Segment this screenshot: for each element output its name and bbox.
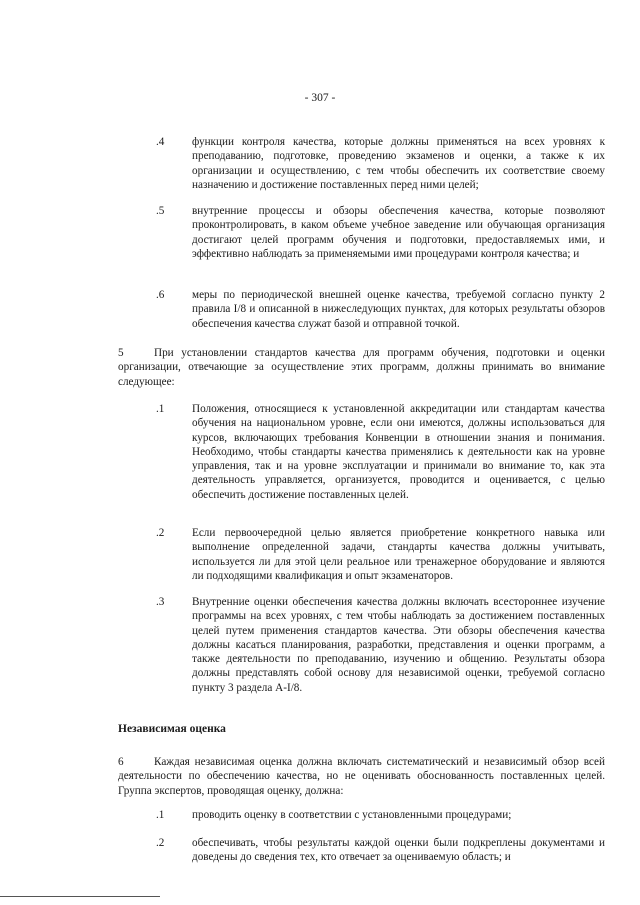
footnote-separator: [0, 896, 160, 897]
item-text: проводить оценку в соответствии с установленными процедурами;: [192, 809, 512, 821]
item-text: Внутренние оценки обеспечения качества должны включать всестороннее изучение программы на всех уровнях, с тем чтобы наблюдать за достижением поставленных целей путем применения стандартов качества. Эти обзоры обеспечения качества должны касаться планирования, разработки, представления и оценки программ, а также деятельности по преподаванию, изучению и общению. Результаты обзора должны представлять собой основу для независимой оценки, требуемой согласно пункту 3 раздела A-I/8.: [192, 596, 605, 694]
paragraph-number: 5: [118, 347, 124, 359]
list-item: [156, 135, 605, 192]
list-item: [156, 288, 605, 331]
item-number: .5: [156, 205, 165, 217]
item-number: .2: [156, 837, 165, 849]
list-item: [156, 808, 605, 822]
item-text: меры по периодической внешней оценке качества, требуемой согласно пункту 2 правила I/8 и описанной в нижеследующих пунктах, для которых результаты обзоров обеспечения качества служат базой и отправной точкой.: [192, 289, 605, 330]
item-text: функции контроля качества, которые должны применяться на всех уровнях к преподаванию, подготовке, проведению экзаменов и оценки, а также к их организации и осуществлению, с тем чтобы обеспечить их соответствие своему назначению и достижение поставленных перед ними целей;: [192, 136, 605, 191]
list-item: [156, 402, 605, 502]
page-number: - 307 -: [304, 92, 336, 104]
item-number: .1: [156, 403, 165, 415]
item-number: .2: [156, 527, 165, 539]
list-item: [156, 595, 605, 695]
item-number: .4: [156, 136, 165, 148]
list-item: [156, 526, 605, 583]
paragraph-text: Каждая независимая оценка должна включать систематический и независимый обзор всей деятельности по обеспечению качества, но не оценивать обоснованность поставленных целей. Группа экспертов, проводящая оценку, должна:: [118, 756, 605, 797]
paragraph-6: [118, 755, 605, 798]
paragraph-number: 6: [118, 756, 124, 768]
item-text: обеспечивать, чтобы результаты каждой оценки были подкреплены документами и доведены до сведения тех, кто отвечает за оцениваемую область; и: [192, 837, 605, 864]
paragraph-5: [118, 346, 605, 389]
item-number: .3: [156, 596, 165, 608]
item-text: Если первоочередной целью является приобретение конкретного навыка или выполнение определенной задачи, стандарты качества должны учитывать, используется ли для этой цели реальное или тренажерное оборудование и являются ли подходящими квалификация и опыт экзаменаторов.: [192, 527, 605, 582]
item-text: внутренние процессы и обзоры обеспечения качества, которые позволяют проконтролировать, в каком объеме учебное заведение или обучающая организация достигают целей программ обучения и подготовки, предоставляемых ими, и эффективно наблюдать за применяемыми ими процедурами контроля качества; и: [192, 205, 605, 260]
item-number: .1: [156, 809, 165, 821]
paragraph-text: При установлении стандартов качества для программ обучения, подготовки и оценки организации, отвечающие за осуществление этих программ, должны принимать во внимание следующее:: [118, 347, 605, 388]
section-heading: Независимая оценка: [118, 723, 226, 735]
list-item: [156, 204, 605, 261]
item-text: Положения, относящиеся к установленной аккредитации или стандартам качества обучения на национальном уровне, если они имеются, должны использоваться для курсов, включающих требования Конвенции в отношении знания и понимания. Необходимо, чтобы стандарты качества применялись к деятельности как на уровне управления, так и на уровне эксплуатации и принимали во внимание то, как эта деятельность управляется, организуется, проводится и оценивается, с целью обеспечить достижение поставленных целей.: [192, 403, 605, 501]
list-item: [156, 836, 605, 865]
item-number: .6: [156, 289, 165, 301]
